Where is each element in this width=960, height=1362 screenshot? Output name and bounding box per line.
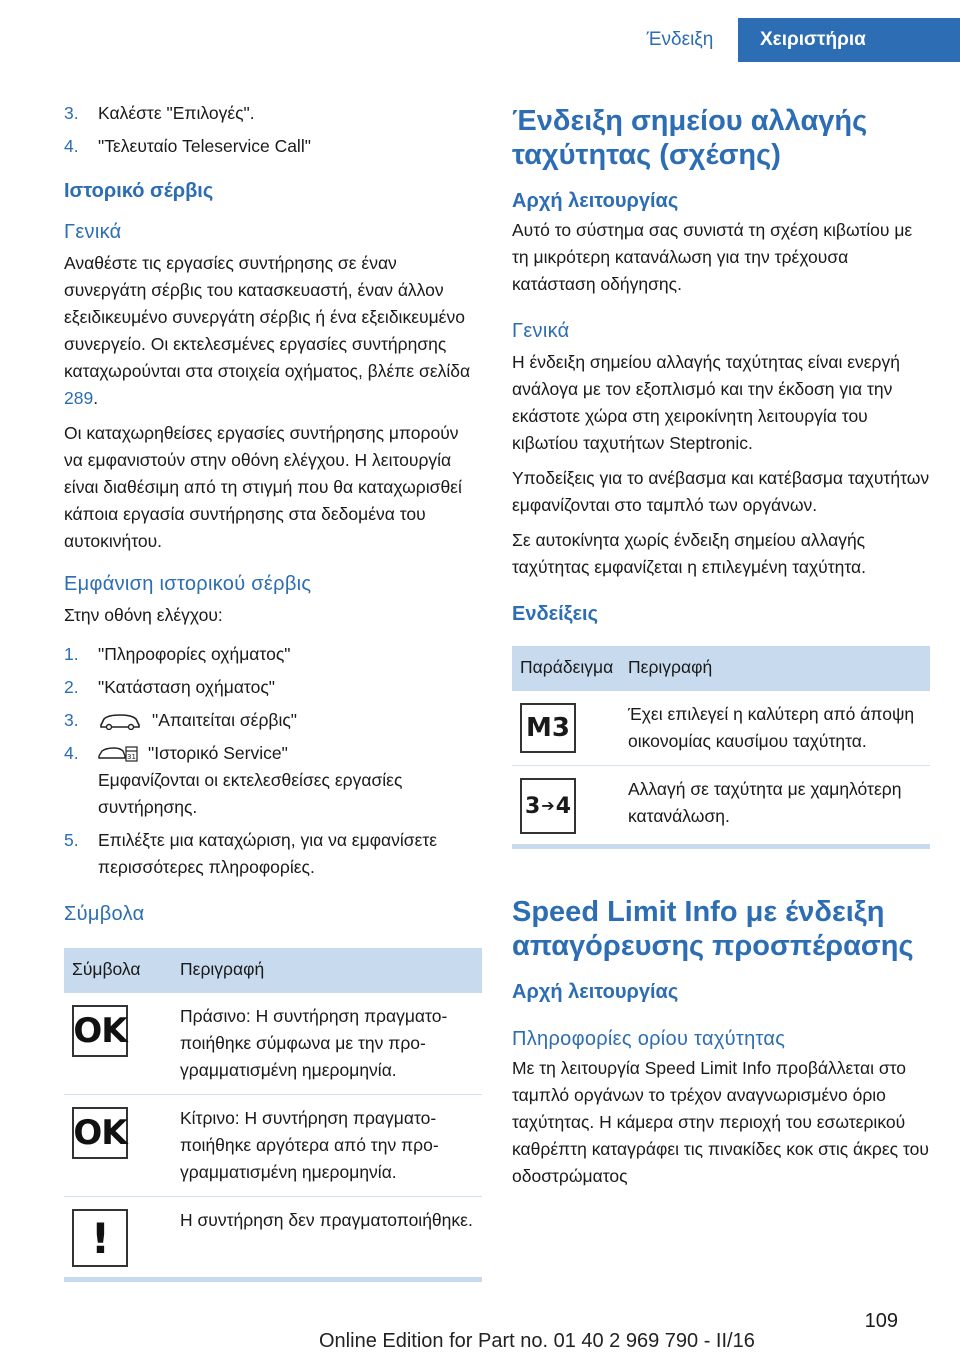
- manual-gear-icon: M3: [520, 703, 576, 753]
- indications-title: Ενδείξεις: [512, 603, 598, 625]
- speed-limit-title: Speed Limit Info με ένδειξη απαγόρευσης προσπέρασης: [512, 896, 914, 962]
- table-header: Σύμβολα Περιγραφή: [64, 948, 482, 993]
- right-column: [512, 104, 930, 1198]
- service-history-title: Ιστορικό σέρβις: [64, 180, 214, 202]
- exclamation-icon: !: [72, 1209, 128, 1267]
- general-title: Γενικά: [64, 221, 122, 243]
- sli-principle-title: Αρχή λειτουργίας: [512, 981, 679, 1003]
- symbols-title: Σύμβολα: [64, 903, 145, 925]
- symbols-table: [64, 948, 482, 1282]
- right-general-title: Γενικά: [512, 320, 570, 342]
- display-steps-list: [64, 641, 482, 881]
- page-number: 109: [864, 1310, 898, 1332]
- left-column: [64, 100, 482, 1282]
- list-item: 1. "Πληροφορίες οχήματος": [64, 644, 291, 664]
- table-row: ! Η συντήρηση δεν πραγματοποιήθηκε.: [64, 1197, 482, 1277]
- right-general-p2: Υποδείξεις για το ανέβασμα και κατέβασμα ταχυτήτων εμφανίζονται στο ταμπλό των οργάνων.: [512, 468, 930, 515]
- general-paragraph-1: Αναθέστε τις εργασίες συντήρησης σε έναν συνεργάτη σέρβις του κατασκευαστή, έναν άλλον εξειδικευμένο συνεργάτη σέρβις ή ένα εξειδικευμένο συνεργείο. Οι εκτελεσμένες εργασίες συντήρησης καταχωρούνται στα στοιχεία οχήματος, βλέπε σελίδα 289.: [64, 253, 471, 408]
- principle-title: Αρχή λειτουργίας: [512, 190, 679, 212]
- right-general-p1: Η ένδειξη σημείου αλλαγής ταχύτητας είναι ενεργή ανάλογα με τον εξοπλισμό και την έκδοση για την εκάστοτε χώρα στη χειροκίνητη λειτουργία του κιβωτίου ταχυτήτων Steptronic.: [512, 352, 900, 453]
- right-general-p3: Σε αυτοκίνητα χωρίς ένδειξη σημείου αλλαγής ταχύτητας εμφανίζεται η επιλεγμένη ταχύτητα.: [512, 530, 867, 577]
- general-paragraph-2: Οι καταχωρηθείσες εργασίες συντήρησης μπορούν να εμφανιστούν στην οθόνη ελέγχου. Η λειτουργία είναι διαθέσιμη από τη στιγμή που θα καταχωρισθεί κάποια εργασία συντήρησης στα δεδομένα του αυτοκινήτου.: [64, 423, 462, 551]
- list-item: 3. Καλέστε "Επιλογές".: [64, 103, 255, 123]
- table-row: OK Κίτρινο: Η συντήρηση πραγματοποιήθηκε αργότερα από την προγραμματισμένη ημερομηνία.: [64, 1095, 482, 1197]
- upshift-icon: 3 ➔ 4: [520, 778, 576, 834]
- ok-yellow-icon: OK: [72, 1107, 128, 1159]
- shift-indicator-title: Ένδειξη σημείου αλλαγής ταχύτητας (σχέσης): [512, 105, 868, 171]
- ok-green-icon: OK: [72, 1005, 128, 1057]
- table-header: Παράδειγμα Περιγραφή: [512, 646, 930, 691]
- header-tab-display[interactable]: Ένδειξη: [646, 29, 714, 50]
- sli-text: Με τη λειτουργία Speed Limit Info προβάλλεται στο ταμπλό οργάνων το τρέχον αναγνωρισμένο όριο ταχύτητας. Η κάμερα στην περιοχή του εσωτερικού καθρέπτη καταγράφει τις πινακίδες κοκ στις άκρες του οδοστρώματος: [512, 1058, 929, 1186]
- car-calendar-icon: [98, 744, 138, 764]
- svg-text:31: 31: [127, 753, 136, 762]
- page-link[interactable]: 289: [64, 388, 94, 408]
- top-steps-list: [64, 100, 482, 160]
- footer: [0, 1310, 960, 1356]
- list-item: 4. 31 "Ιστορικό Service" Εμφανίζονται οι εκτελεσθείσες εργασίες συντήρησης.: [64, 743, 403, 817]
- indications-table: [512, 646, 930, 849]
- principle-text: Αυτό το σύστημα σας συνιστά τη σχέση κιβωτίου με τη μικρότερη κατανάλωση για την τρέχουσα κατάσταση οδήγησης.: [512, 220, 913, 294]
- list-item: 4. "Τελευταίο Teleservice Call": [64, 136, 311, 156]
- header-tab-controls[interactable]: Χειριστήρια: [738, 18, 960, 62]
- table-row: M3 Έχει επιλεγεί η καλύτερη από άποψη οικονομίας καυσίμου ταχύτητα.: [512, 691, 930, 766]
- table-row: 3 ➔ 4 Αλλαγή σε ταχύτητα με χαμηλότερη κατανάλωση.: [512, 766, 930, 844]
- car-service-icon: [98, 712, 142, 730]
- list-item: 2. "Κατάσταση οχήματος": [64, 677, 275, 697]
- edition-text: Online Edition for Part no. 01 40 2 969 790 - II/16: [319, 1330, 755, 1352]
- display-intro: Στην οθόνη ελέγχου:: [64, 605, 223, 625]
- sli-info-title: Πληροφορίες ορίου ταχύτητας: [512, 1028, 786, 1050]
- list-item: 5. Επιλέξτε μια καταχώριση, για να εμφανίσετε περισσότερες πληροφορίες.: [64, 830, 438, 877]
- display-history-title: Εμφάνιση ιστορικού σέρβις: [64, 573, 312, 595]
- list-item: 3. "Απαιτείται σέρβις": [64, 710, 298, 730]
- table-row: OK Πράσινο: Η συντήρηση πραγματοποιήθηκε σύμφωνα με την προγραμματισμένη ημερομηνία.: [64, 993, 482, 1095]
